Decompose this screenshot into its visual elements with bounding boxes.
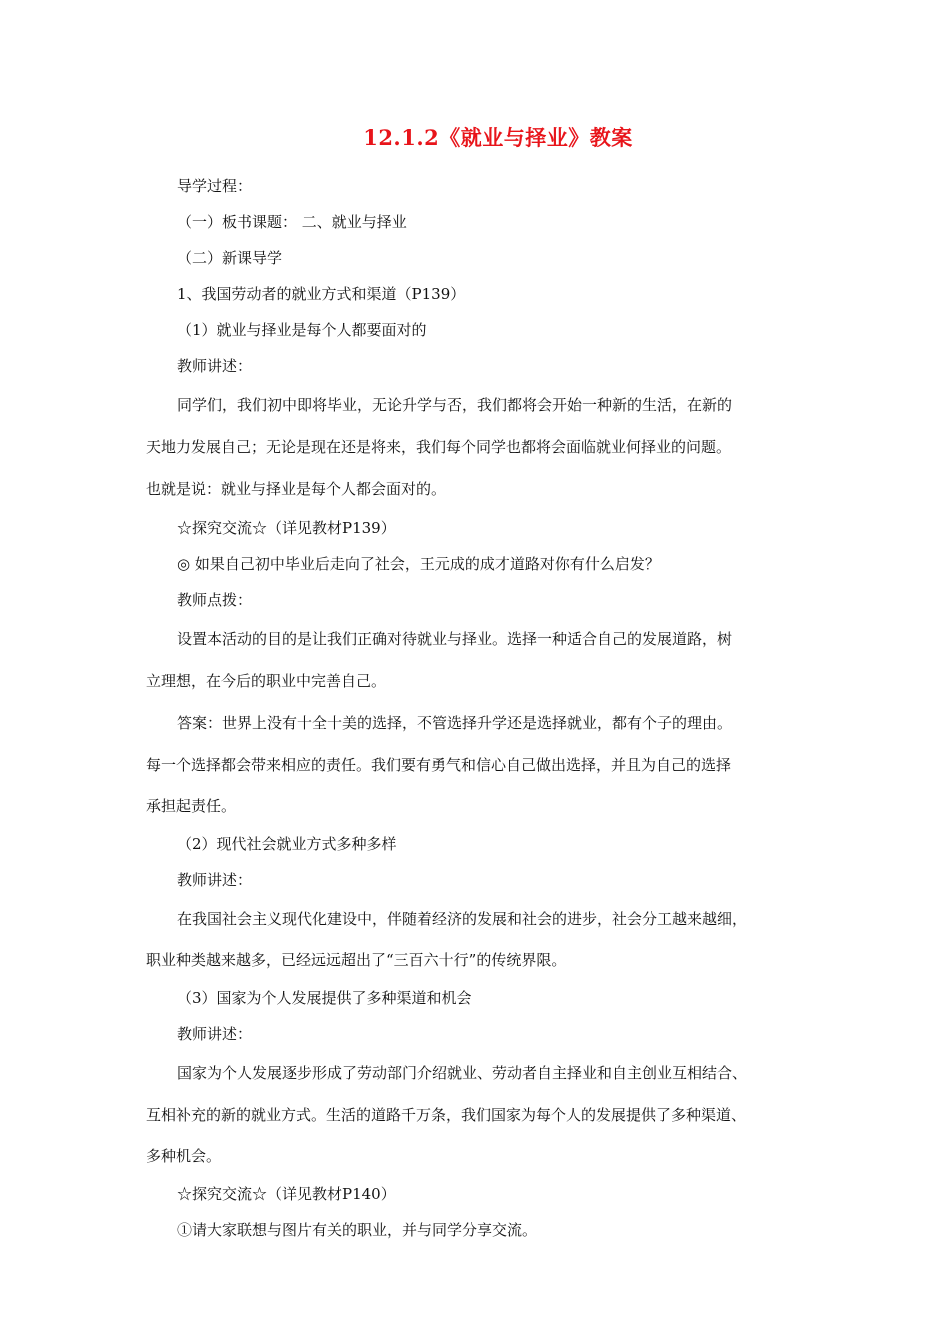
paragraph-line: 1、我国劳动者的就业方式和渠道（P139） xyxy=(177,285,466,303)
paragraph-line: ☆探究交流☆（详见教材P140） xyxy=(177,1185,396,1203)
paragraph-line: 教师讲述： xyxy=(177,871,253,889)
paragraph-line: （1）就业与择业是每个人都要面对的 xyxy=(177,321,427,339)
paragraph-line: 多种机会。 xyxy=(146,1147,222,1165)
paragraph-line: 教师讲述： xyxy=(177,357,253,375)
paragraph-line: （二）新课导学 xyxy=(177,249,283,267)
paragraph-line: 教师点拨： xyxy=(177,591,253,609)
paragraph-line: 设置本活动的目的是让我们正确对待就业与择业。选择一种适合自己的发展道路，树 xyxy=(177,630,733,648)
paragraph-line: 天地力发展自己；无论是现在还是将来，我们每个同学也都将会面临就业何择业的问题。 xyxy=(146,438,732,456)
paragraph-line: （2）现代社会就业方式多种多样 xyxy=(177,835,397,853)
paragraph-line: 导学过程： xyxy=(177,177,253,195)
document-title: 12.1.2《就业与择业》教案 xyxy=(363,125,633,150)
paragraph-line: ☆探究交流☆（详见教材P139） xyxy=(177,519,396,537)
paragraph-line: （3）国家为个人发展提供了多种渠道和机会 xyxy=(177,989,472,1007)
paragraph-line: ①请大家联想与图片有关的职业，并与同学分享交流。 xyxy=(177,1221,538,1239)
paragraph-line: 立理想，在今后的职业中完善自己。 xyxy=(146,672,387,690)
paragraph-line: 每一个选择都会带来相应的责任。我们要有勇气和信心自己做出选择，并且为自己的选择 xyxy=(146,756,732,774)
paragraph-line: 答案：世界上没有十全十美的选择，不管选择升学还是选择就业，都有个子的理由。 xyxy=(177,714,733,732)
paragraph-line: 互相补充的新的就业方式。生活的道路千万条，我们国家为每个人的发展提供了多种渠道、 xyxy=(146,1106,747,1124)
document-body xyxy=(146,170,810,1250)
paragraph-line: 职业种类越来越多，已经远远超出了“三百六十行”的传统界限。 xyxy=(146,951,567,969)
paragraph-line: 承担起责任。 xyxy=(146,797,237,815)
paragraph-line: 同学们，我们初中即将毕业，无论升学与否，我们都将会开始一种新的生活，在新的 xyxy=(177,396,733,414)
paragraph-line: ◎ 如果自己初中毕业后走向了社会，王元成的成才道路对你有什么启发？ xyxy=(177,555,660,573)
paragraph-line: 也就是说：就业与择业是每个人都会面对的。 xyxy=(146,480,447,498)
paragraph-line: （一）板书课题： 二、就业与择业 xyxy=(177,213,407,231)
paragraph-line: 国家为个人发展逐步形成了劳动部门介绍就业、劳动者自主择业和自主创业互相结合、 xyxy=(177,1064,748,1082)
paragraph-line: 在我国社会主义现代化建设中，伴随着经济的发展和社会的进步，社会分工越来越细， xyxy=(177,910,748,928)
paragraph-line: 教师讲述： xyxy=(177,1025,253,1043)
